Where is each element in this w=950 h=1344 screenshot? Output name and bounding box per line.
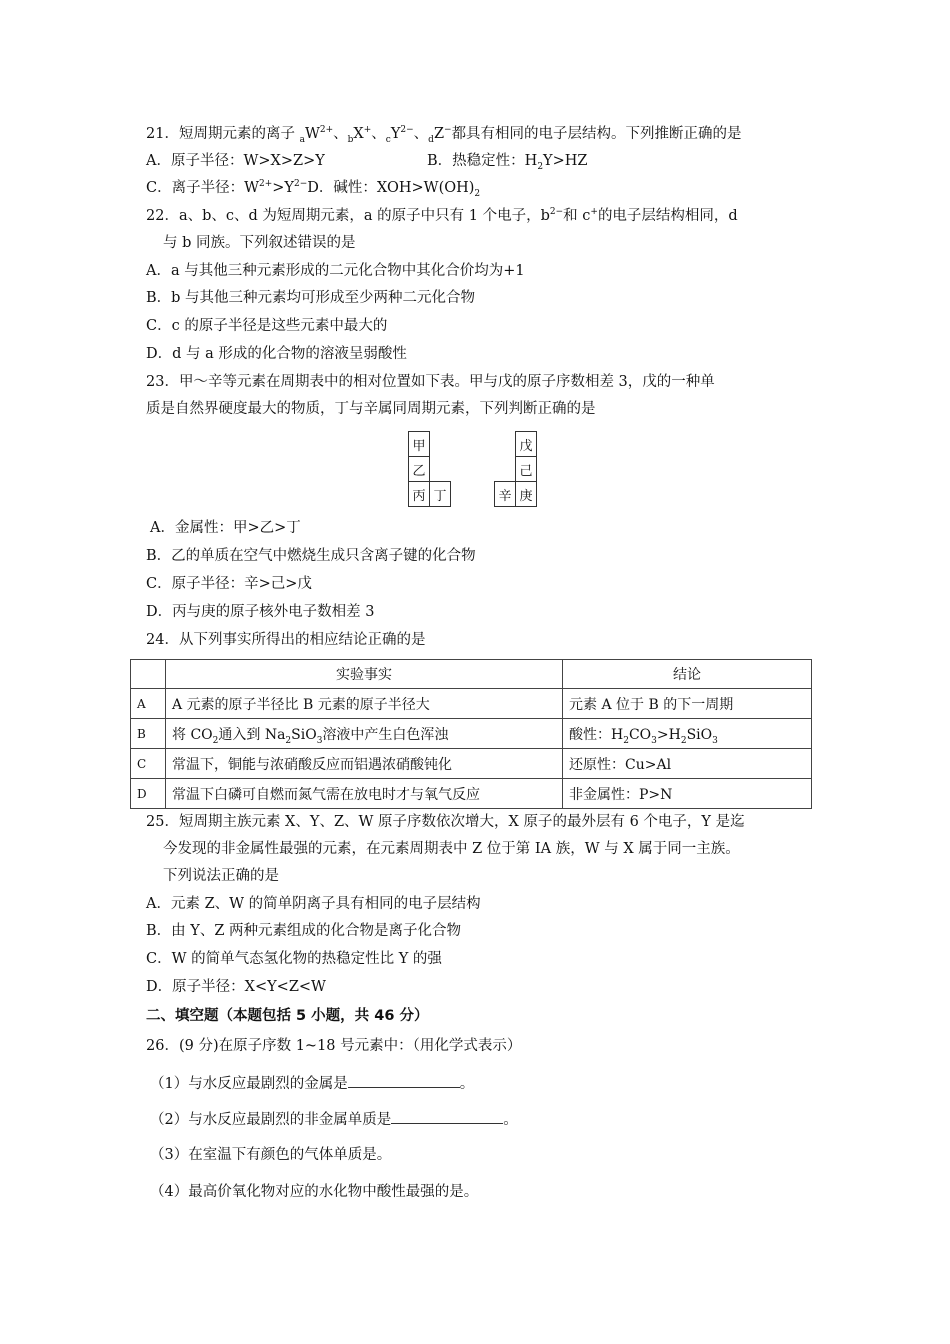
periodic-table-left xyxy=(408,431,451,507)
periodic-table-right xyxy=(494,431,537,507)
row-id: B xyxy=(131,719,166,749)
pt-cell: 庚 xyxy=(516,482,537,507)
q26-part2: （2）与水反应最剧烈的非金属单质是 。 xyxy=(150,1109,518,1130)
q26-stem: 26．(9 分)在原子序数 1~18 号元素中：（用化学式表示） xyxy=(146,1038,522,1054)
row-id: D xyxy=(131,779,166,809)
pt-cell: 乙 xyxy=(409,457,430,482)
answer-blank[interactable] xyxy=(391,1109,503,1124)
pt-cell: 己 xyxy=(516,457,537,482)
row-fact: 将 $CO_2$通入到 $Na_2SiO_3$溶液中产生白色浑浊 xyxy=(166,719,563,749)
table-row xyxy=(131,719,812,749)
q23-option-c: C．原子半径：辛>己>戊 xyxy=(146,576,312,592)
q21-stem: 21．短周期元素的离子 $_aW^{2+}$、$_b$X+、$_cY^{2-}$、$_d$Z−都具有相同的电子层结构。下列推断正确的是 xyxy=(146,125,742,145)
answer-blank[interactable] xyxy=(348,1073,460,1088)
q22-stem-line1: 22．a、b、c、d 为短周期元素，a 的原子中只有 1 个电子，$b^{2-}$和 c+的电子层结构相同，d xyxy=(146,207,738,224)
q22-option-c: C．c 的原子半径是这些元素中最大的 xyxy=(146,318,388,334)
q26-part3: （3）在室温下有颜色的气体单质是。 xyxy=(150,1147,392,1163)
q22-option-d: D．d 与 a 形成的化合物的溶液呈弱酸性 xyxy=(146,346,407,362)
pt-cell: 甲 xyxy=(409,432,430,457)
row-fact: 常温下，铜能与浓硝酸反应而铝遇浓硝酸钝化 xyxy=(166,749,563,779)
table-row xyxy=(131,749,812,779)
section-title: 二、填空题（本题包括 5 小题，共 46 分） xyxy=(146,1008,429,1024)
q23-option-b: B．乙的单质在空气中燃烧生成只含离子键的化合物 xyxy=(146,548,476,564)
q23-stem-line1: 23．甲～辛等元素在周期表中的相对位置如下表。甲与戊的原子序数相差 3，戊的一种单 xyxy=(146,374,715,390)
table-row xyxy=(131,779,812,809)
row-fact: 常温下白磷可自燃而氮气需在放电时才与氧气反应 xyxy=(166,779,563,809)
q26-part1: （1）与水反应最剧烈的金属是 。 xyxy=(150,1073,474,1094)
header-cell: 实验事实 xyxy=(166,660,563,689)
q25-stem-line2: 今发现的非金属性最强的元素，在元素周期表中 Z 位于第 IA 族，W 与 X 属于同一主族。 xyxy=(163,841,740,857)
q22-option-a: A．a 与其他三种元素形成的二元化合物中其化合价均为+1 xyxy=(146,263,525,279)
row-fact: A 元素的原子半径比 B 元素的原子半径大 xyxy=(166,689,563,719)
q25-option-c: C．W 的简单气态氢化物的热稳定性比 Y 的强 xyxy=(146,951,442,967)
q21-option-c-d: C．离子半径：$W^{2+}>Y^{2-}D$．碱性：$XOH>W(OH)_2$ xyxy=(146,179,481,199)
q23-option-d: D．丙与庚的原子核外电子数相差 3 xyxy=(146,604,375,620)
row-conclusion: 非金属性：P>N xyxy=(563,779,812,809)
q21-option-a: A．原子半径：W>X>Z>Y xyxy=(146,153,325,169)
row-id: C xyxy=(131,749,166,779)
q25-option-d: D．原子半径：X<Y<Z<W xyxy=(146,979,326,995)
q26-part4: （4）最高价氧化物对应的水化物中酸性最强的是。 xyxy=(150,1184,479,1200)
row-conclusion: 酸性：$H_2CO_3>H_2SiO_3$ xyxy=(563,719,812,749)
q24-stem: 24．从下列事实所得出的相应结论正确的是 xyxy=(146,632,426,648)
q24-table xyxy=(130,659,812,809)
table-row xyxy=(131,689,812,719)
pt-cell: 丙 xyxy=(409,482,430,507)
q25-option-b: B．由 Y、Z 两种元素组成的化合物是离子化合物 xyxy=(146,923,462,939)
header-cell xyxy=(131,660,166,689)
header-cell: 结论 xyxy=(563,660,812,689)
q25-stem-line1: 25．短周期主族元素 X、Y、Z、W 原子序数依次增大，X 原子的最外层有 6 个电子，Y 是迄 xyxy=(146,814,745,830)
pt-cell: 丁 xyxy=(430,482,451,507)
q23-stem-line2: 质是自然界硬度最大的物质，丁与辛属同周期元素，下列判断正确的是 xyxy=(146,401,596,417)
q21-option-b: B．热稳定性：$H_2Y>HZ$ xyxy=(427,153,588,172)
q25-option-a: A．元素 Z、W 的简单阴离子具有相同的电子层结构 xyxy=(146,896,481,912)
q23-option-a: A．金属性：甲>乙>丁 xyxy=(150,520,301,536)
q22-option-b: B．b 与其他三种元素均可形成至少两种二元化合物 xyxy=(146,290,476,306)
row-conclusion: 还原性：Cu>Al xyxy=(563,749,812,779)
pt-cell: 戊 xyxy=(516,432,537,457)
row-id: A xyxy=(131,689,166,719)
table-header-row xyxy=(131,660,812,689)
q25-stem-line3: 下列说法正确的是 xyxy=(163,868,279,884)
row-conclusion: 元素 A 位于 B 的下一周期 xyxy=(563,689,812,719)
q22-stem-line2: 与 b 同族。下列叙述错误的是 xyxy=(163,235,356,251)
pt-cell: 辛 xyxy=(495,482,516,507)
